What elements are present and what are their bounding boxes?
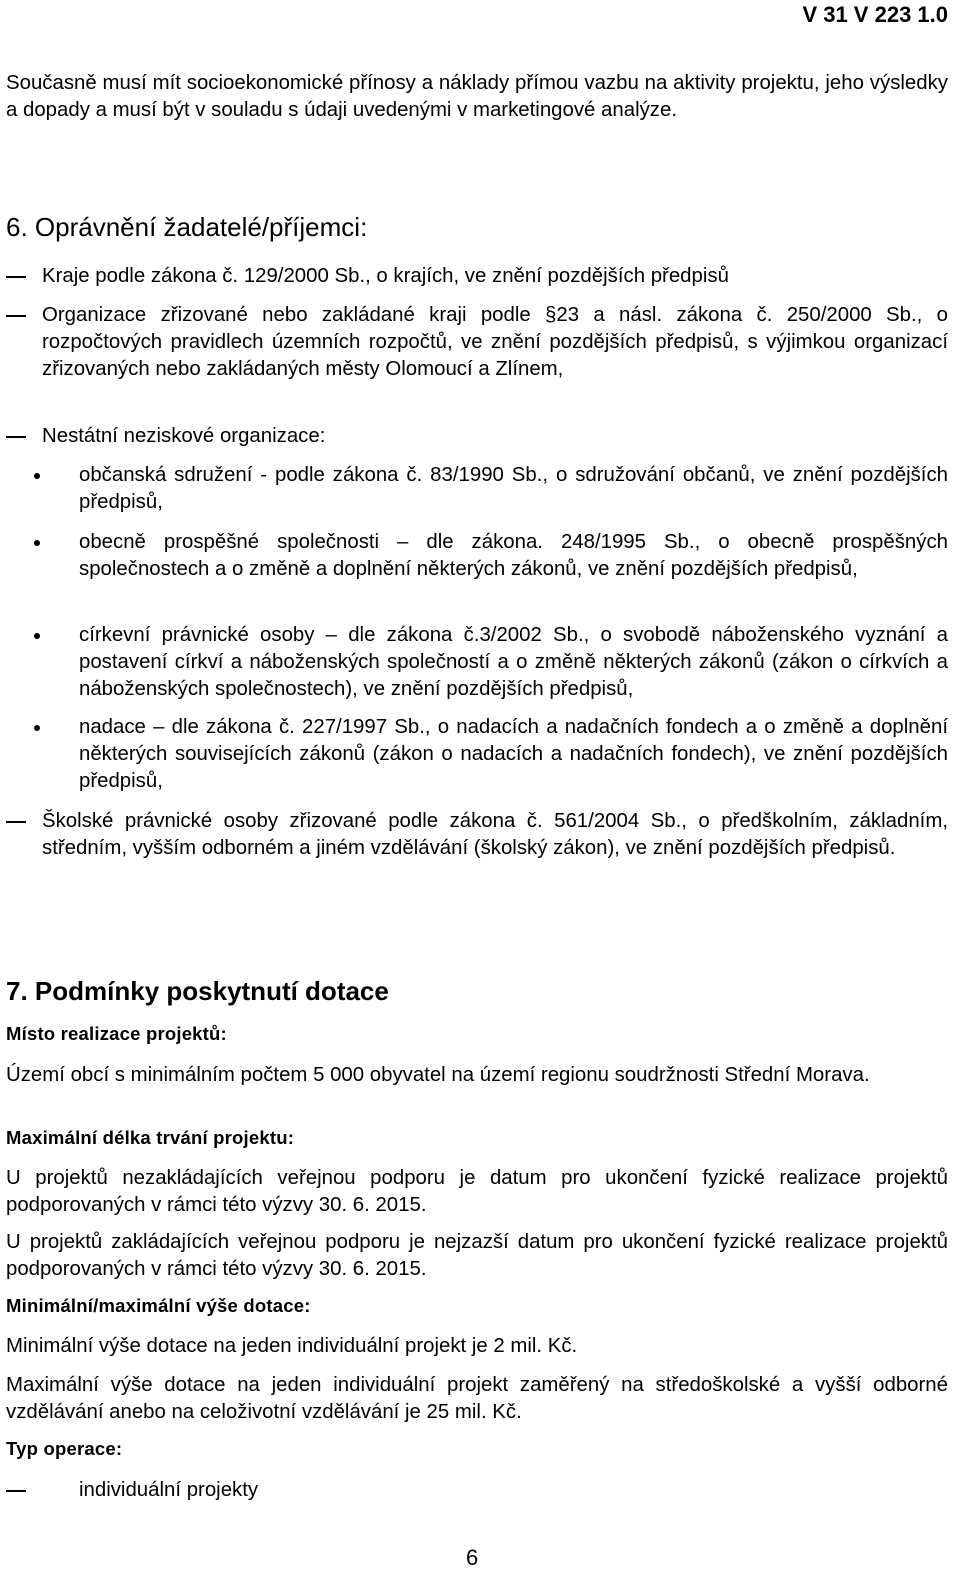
list-item-text: individuální projekty <box>79 1479 259 1501</box>
document-page <box>6 0 948 1592</box>
dash-bullet-icon <box>6 1490 26 1492</box>
place-label: Místo realizace projektů: <box>6 1023 227 1044</box>
duration-text-1: U projektů nezakládajících veřejnou podporu je datum pro ukončení fyzické realizace projektů podporovaných v rámci této výzvy 30. 6. 2015. <box>6 1167 948 1216</box>
dash-bullet-icon <box>6 436 26 438</box>
dot-bullet-icon <box>34 633 40 639</box>
list-item <box>6 1477 948 1504</box>
document-code: V 31 V 223 1.0 <box>802 2 948 27</box>
sub-list-item-text: obecně prospěšné společnosti – dle zákona. 248/1995 Sb., o obecně prospěšných společnostech a o změně a doplnění některých zákonů, ve znění pozdějších předpisů, <box>79 531 948 580</box>
duration-label: Maximální délka trvání projektu: <box>6 1127 295 1148</box>
section-6-heading: 6. Oprávnění žadatelé/příjemci: <box>6 212 368 242</box>
list-item <box>6 263 948 290</box>
sub-list-item <box>6 529 948 583</box>
sub-list-item <box>6 462 948 516</box>
duration-text-2: U projektů zakládajících veřejnou podporu je nejzazší datum pro ukončení fyzické realizace projektů podporovaných v rámci této výzvy 30. 6. 2015. <box>6 1231 948 1280</box>
page-number: 6 <box>466 1545 479 1570</box>
amount-label: Minimální/maximální výše dotace: <box>6 1295 311 1316</box>
list-item <box>6 302 948 383</box>
section-7-heading: 7. Podmínky poskytnutí dotace <box>6 976 389 1006</box>
sub-list-item-text: církevní právnické osoby – dle zákona č.3/2002 Sb., o svobodě náboženského vyznání a postavení církví a náboženských společností a o změně některých zákonů (zákon o církvích a náboženských společnostech), ve znění pozdějších předpisů, <box>79 624 948 700</box>
sub-list-item-text: nadace – dle zákona č. 227/1997 Sb., o nadacích a nadačních fondech a o změně a doplnění některých souvisejících zákonů (zákon o nadacích a nadačních fondech), ve znění pozdějších předpisů, <box>79 716 948 792</box>
dash-bullet-icon <box>6 315 26 317</box>
sub-list-item <box>6 622 948 703</box>
list-item-text: Organizace zřizované nebo zakládané kraji podle §23 a násl. zákona č. 250/2000 Sb., o rozpočtových pravidlech územních rozpočtů, ve znění pozdějších předpisů, s výjimkou organizací zřizovaných nebo zakládaných městy Olomoucí a Zlínem, <box>42 304 948 380</box>
list-item <box>6 423 948 450</box>
sub-list-item <box>6 714 948 795</box>
list-item-text: Nestátní neziskové organizace: <box>42 425 326 447</box>
place-text: Území obcí s minimálním počtem 5 000 obyvatel na území regionu soudržnosti Střední Morava. <box>6 1064 870 1086</box>
list-item-text: Školské právnické osoby zřizované podle zákona č. 561/2004 Sb., o předškolním, základním, středním, vyšším odborném a jiném vzdělávání (školský zákon), ve znění pozdějších předpisů. <box>42 810 948 859</box>
amount-text-1: Minimální výše dotace na jeden individuální projekt je 2 mil. Kč. <box>6 1335 578 1357</box>
list-item-text: Kraje podle zákona č. 129/2000 Sb., o krajích, ve znění pozdějších předpisů <box>42 265 729 287</box>
sub-list-item-text: občanská sdružení - podle zákona č. 83/1990 Sb., o sdružování občanů, ve znění pozdějších předpisů, <box>79 464 948 513</box>
dash-bullet-icon <box>6 276 26 278</box>
dash-bullet-icon <box>6 821 26 823</box>
dot-bullet-icon <box>34 473 40 479</box>
type-label: Typ operace: <box>6 1438 123 1459</box>
intro-paragraph: Současně musí mít socioekonomické přínosy a náklady přímou vazbu na aktivity projektu, jeho výsledky a dopady a musí být v souladu s údaji uvedenými v marketingové analýze. <box>6 72 948 121</box>
amount-text-2: Maximální výše dotace na jeden individuální projekt zaměřený na středoškolské a vyšší odborné vzdělávání anebo na celoživotní vzdělávání je 25 mil. Kč. <box>6 1374 948 1423</box>
list-item <box>6 808 948 862</box>
dot-bullet-icon <box>34 540 40 546</box>
dot-bullet-icon <box>34 725 40 731</box>
